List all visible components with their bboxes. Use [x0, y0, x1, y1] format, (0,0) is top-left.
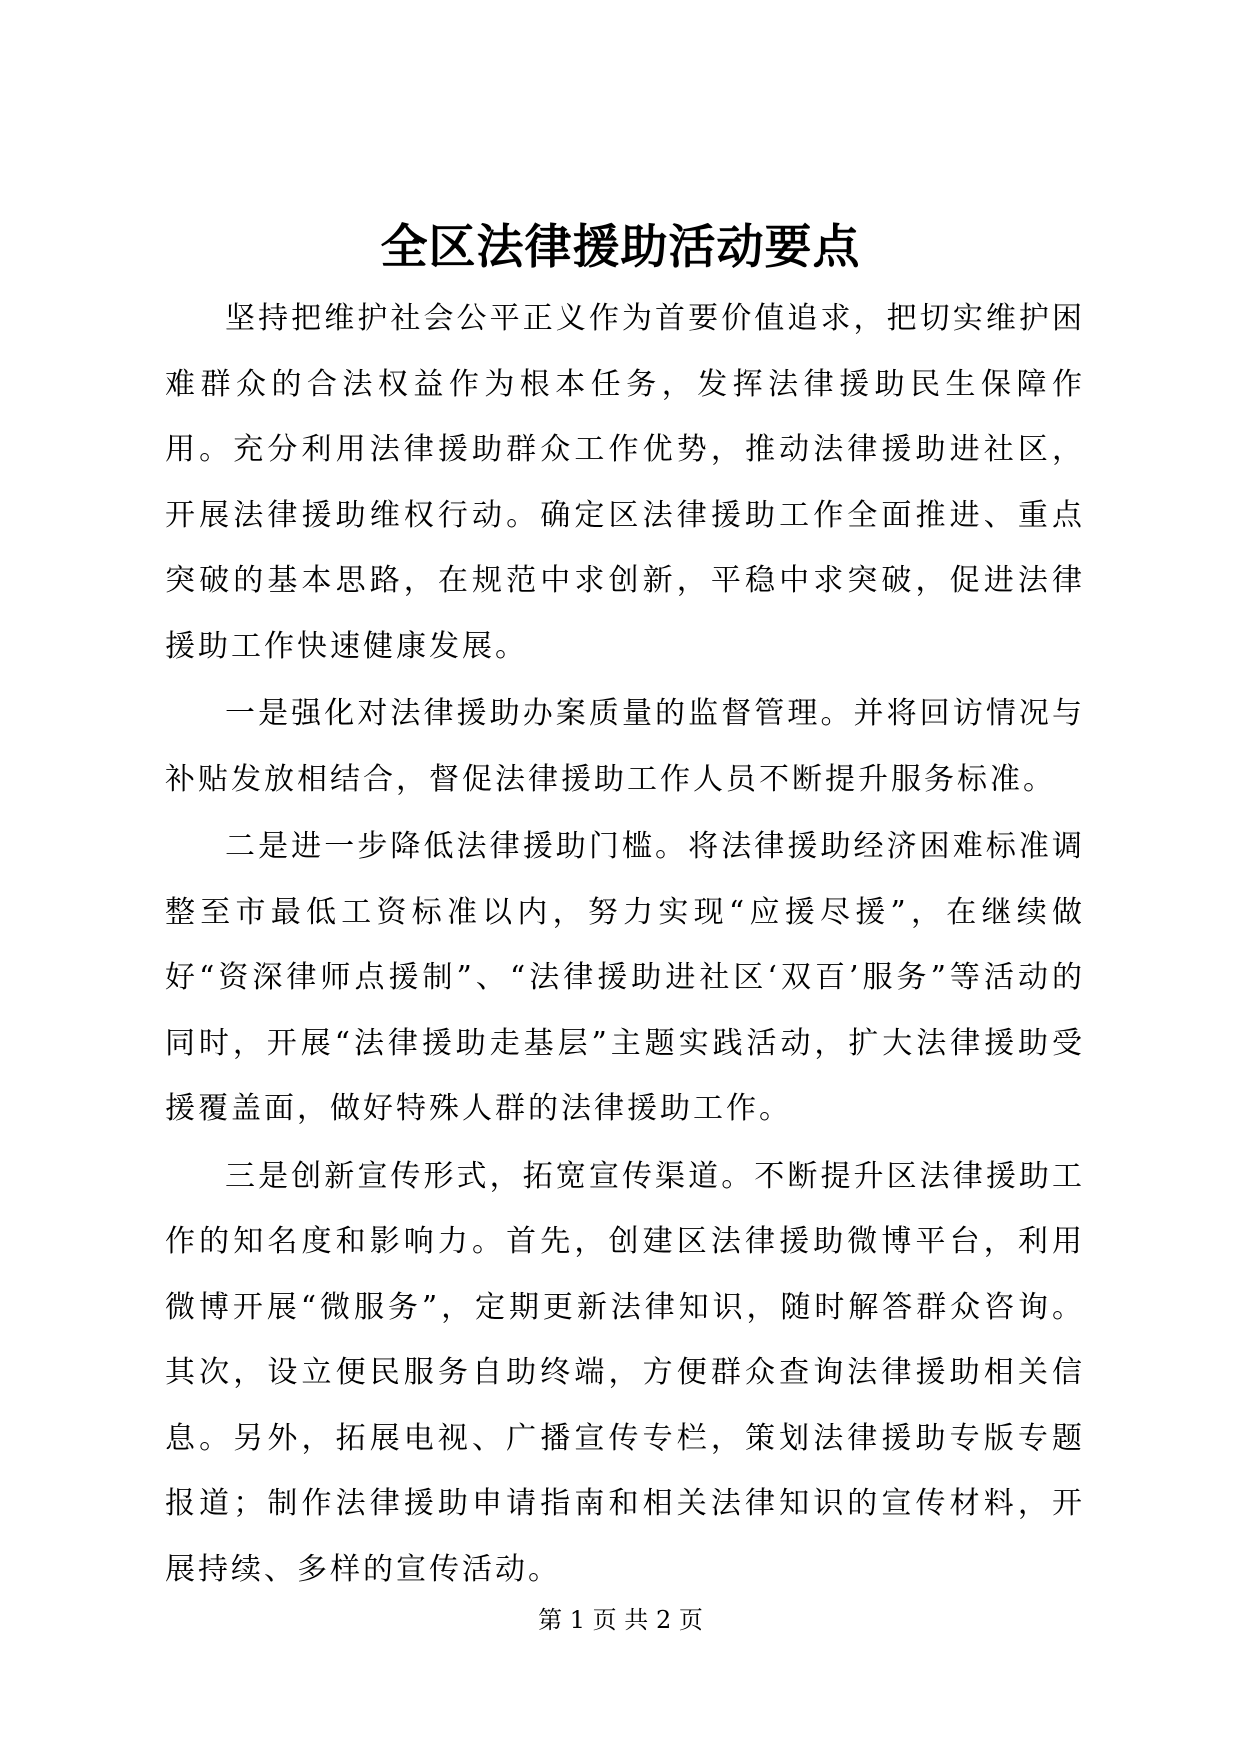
paragraph-point-1: 一是强化对法律援助办案质量的监督管理。并将回访情况与补贴发放相结合，督促法律援助工作人员不断提升服务标准。 [165, 696, 1085, 797]
paragraph-point-3: 三是创新宣传形式，拓宽宣传渠道。不断提升区法律援助工作的知名度和影响力。首先，创建区法律援助微博平台，利用微博开展“微服务”，定期更新法律知识，随时解答群众咨询。其次，设立便民服务自助终端，方便群众查询法律援助相关信息。另外，拓展电视、广播宣传专栏，策划法律援助专版专题报道；制作法律援助申请指南和相关法律知识的宣传材料，开展持续、多样的宣传活动。 [165, 1158, 1085, 1587]
document-title: 全区法律援助活动要点 [380, 220, 861, 275]
document-body [165, 286, 1085, 1602]
paragraph-intro: 坚持把维护社会公平正义作为首要价值追求，把切实维护困难群众的合法权益作为根本任务，发挥法律援助民生保障作用。充分利用法律援助群众工作优势，推动法律援助进社区，开展法律援助维权行动。确定区法律援助工作全面推进、重点突破的基本思路，在规范中求创新，平稳中求突破，促进法律援助工作快速健康发展。 [165, 301, 1085, 664]
paragraph-point-2: 二是进一步降低法律援助门槛。将法律援助经济困难标准调整至市最低工资标准以内，努力实现“应援尽援”，在继续做好“资深律师点援制”、“法律援助进社区‘双百’服务”等活动的同时，开展“法律援助走基层”主题实践活动，扩大法律援助受援覆盖面，做好特殊人群的法律援助工作。 [165, 829, 1085, 1126]
page-number-footer: 第 1 页 共 2 页 [538, 1606, 703, 1634]
